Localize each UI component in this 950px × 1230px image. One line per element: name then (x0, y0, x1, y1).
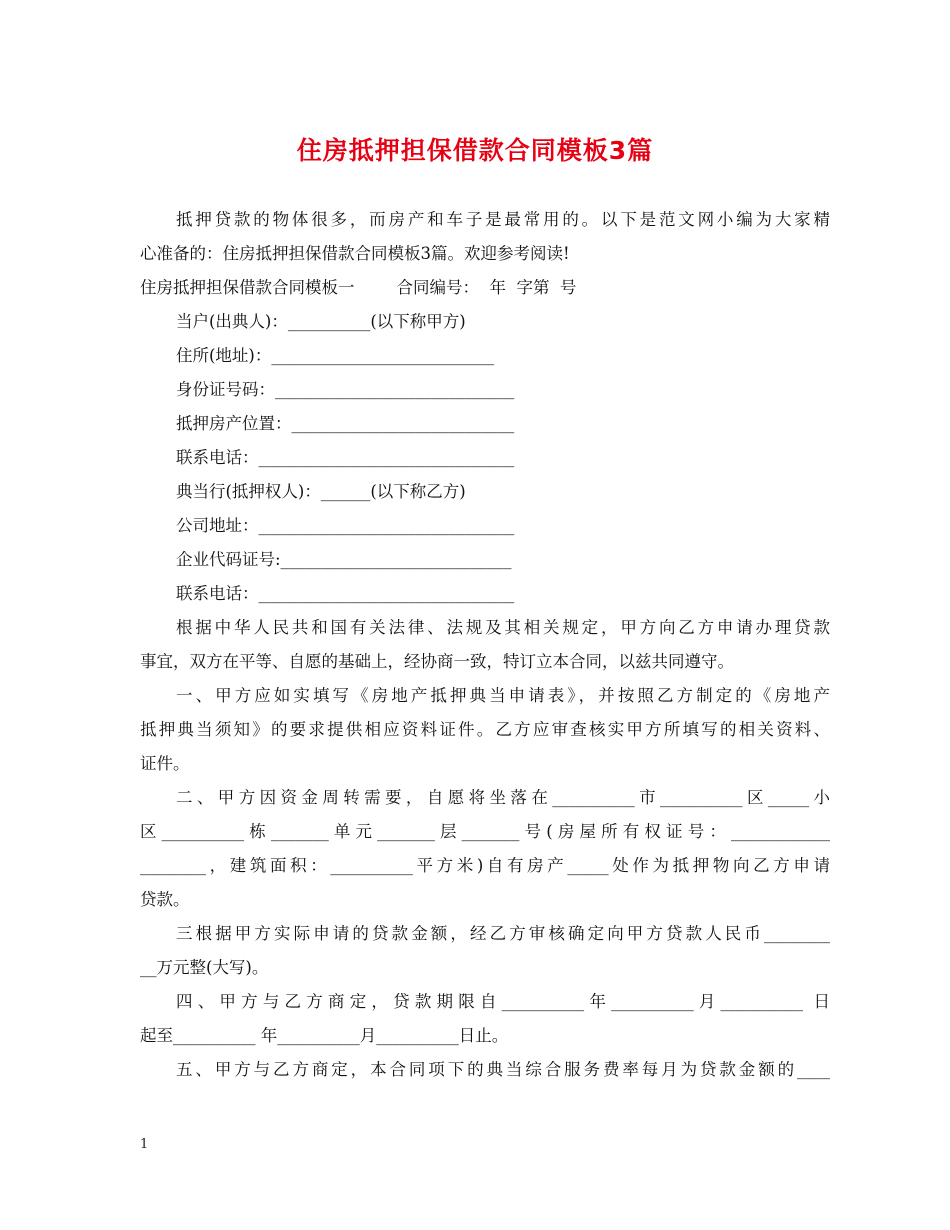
field-phone-a: 联系电话：_______________________________ (176, 448, 515, 467)
document-body (140, 203, 830, 1087)
paragraph-line: 一、甲方应如实填写《房地产抵押典当申请表》，并按照乙方制定的《房地产 (176, 686, 830, 705)
contract-heading-line: 住房抵押担保借款合同模板一 合同编号： 年 字第 号 (140, 278, 577, 297)
field-enterprise-code: 企业代码证号:____________________________ (176, 550, 512, 569)
paragraph-line: 心准备的：住房抵押担保借款合同模板3篇。欢迎参考阅读! (140, 244, 570, 263)
paragraph-line: 贷款。 (140, 890, 190, 909)
paragraph-line: 抵押典当须知》的要求提供相应资料证件。乙方应审查核实甲方所填写的相关资料、 (140, 720, 830, 739)
paragraph-line: __万元整(大写)。 (140, 958, 269, 977)
paragraph-line: 根据中华人民共和国有关法律、法规及其相关规定，甲方向乙方申请办理贷款 (176, 618, 830, 637)
paragraph-line: 三根据甲方实际申请的贷款金额，经乙方审核确定向甲方贷款人民币________ (176, 924, 830, 943)
field-pawner: 当户(出典人)：__________(以下称甲方) (176, 312, 466, 331)
field-pawnshop: 典当行(抵押权人)：______(以下称乙方) (176, 482, 466, 501)
paragraph-line: ________，建筑面积：__________平方米)自有房产_____处作为抵押物向乙方申请 (140, 856, 830, 875)
paragraph-line: 四、甲方与乙方商定，贷款期限自__________年__________月__________ 日 (176, 992, 830, 1011)
document-title: 住房抵押担保借款合同模板3篇 (296, 136, 654, 165)
paragraph-line: 事宜，双方在平等、自愿的基础上，经协商一致，特订立本合同，以兹共同遵守。 (140, 652, 734, 671)
paragraph-line: 证件。 (140, 754, 190, 773)
page-number: 1 (140, 1137, 149, 1152)
field-id-number: 身份证号码：_____________________________ (176, 380, 515, 399)
field-address: 住所(地址)：___________________________ (176, 346, 495, 365)
paragraph-line: 五、甲方与乙方商定，本合同项下的典当综合服务费率每月为贷款金额的____ (176, 1060, 830, 1079)
field-phone-b: 联系电话：_______________________________ (176, 584, 515, 603)
paragraph-line: 区__________栋_______单元_______层_______号(房屋所有权证号：____________ (140, 822, 830, 841)
paragraph-line: 二、甲方因资金周转需要，自愿将坐落在__________市__________区_____小 (176, 788, 830, 807)
paragraph-line: 抵押贷款的物体很多，而房产和车子是最常用的。以下是范文网小编为大家精 (176, 210, 830, 229)
field-company-address: 公司地址：_______________________________ (176, 516, 515, 535)
paragraph-line: 起至__________ 年__________月__________日止。 (140, 1026, 509, 1045)
field-property-location: 抵押房产位置：___________________________ (176, 414, 515, 433)
